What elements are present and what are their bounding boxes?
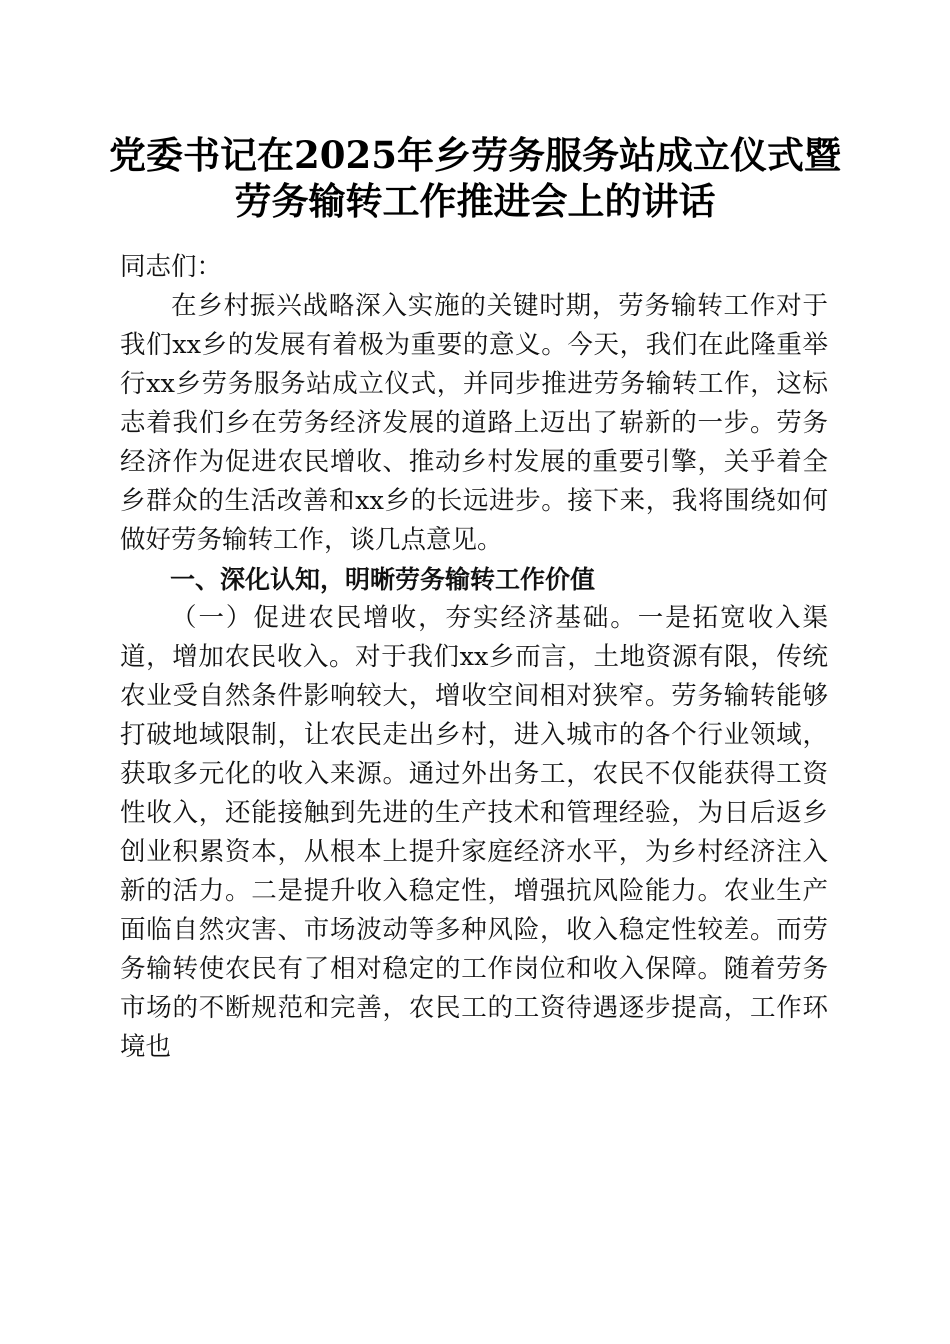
document-title [60,132,890,224]
salutation: 同志们： [120,252,223,282]
document-body [120,248,828,1067]
intro-paragraph: 在乡村振兴战略深入实施的关键时期，劳务输转工作对于我们xx乡的发展有着极为重要的意义。今天，我们在此隆重举行xx乡劳务服务站成立仪式，并同步推进劳务输转工作，这标志着我们乡在劳务经济发展的道路上迈出了崭新的一步。劳务经济作为促进农民增收、推动乡村发展的重要引擎，关乎着全乡群众的生活改善和xx乡的长远进步。接下来，我将围绕如何做好劳务输转工作，谈几点意见。 [120,291,828,555]
title-line-2: 劳务输转工作推进会上的讲话 [234,179,716,223]
section-1-paragraph-1: （一）促进农民增收，夯实经济基础。一是拓宽收入渠道，增加农民收入。对于我们xx乡而言，土地资源有限，传统农业受自然条件影响较大，增收空间相对狭窄。劳务输转能够打破地域限制，让农民走出乡村，进入城市的各个行业领域，获取多元化的收入来源。通过外出务工，农民不仅能获得工资性收入，还能接触到先进的生产技术和管理经验，为日后返乡创业积累资本，从根本上提升家庭经济水平，为乡村经济注入新的活力。二是提升收入稳定性，增强抗风险能力。农业生产面临自然灾害、市场波动等多种风险，收入稳定性较差。而劳务输转使农民有了相对稳定的工作岗位和收入保障。随着劳务市场的不断规范和完善，农民工的工资待遇逐步提高，工作环境也 [120,603,828,1062]
title-line-1: 党委书记在2025年乡劳务服务站成立仪式暨 [109,133,841,177]
section-heading-1: 一、深化认知，明晰劳务输转工作价值 [170,565,596,594]
